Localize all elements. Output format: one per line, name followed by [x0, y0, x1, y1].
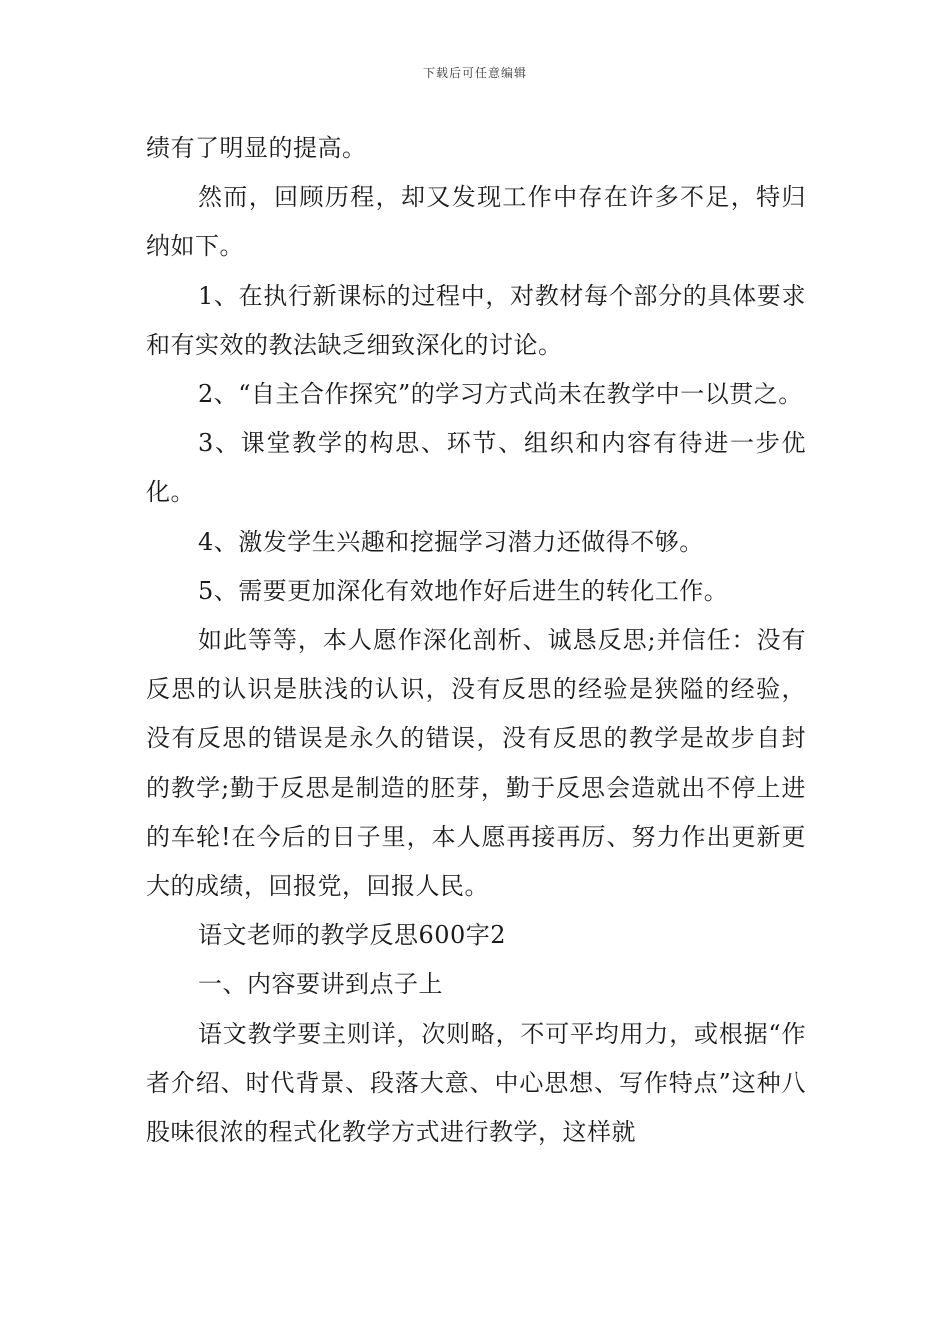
paragraph: 1、在执行新课标的过程中，对教材每个部分的具体要求和有实效的教法缺乏细致深化的讨论。: [146, 281, 806, 359]
paragraph: 如此等等，本人愿作深化剖析、诚恳反思;并信任：没有反思的认识是肤浅的认识，没有反思的经验是狭隘的经验，没有反思的错误是永久的错误，没有反思的教学是故步自封的教学;勤于反思是制造的胚芽，勤于反思会造就出不停上进的车轮!在今后的日子里，本人愿再接再厉、努力作出更新更大的成绩，回报党，回报人民。: [146, 626, 806, 901]
paragraph: 3、课堂教学的构思、环节、组织和内容有待进一步优化。: [146, 429, 806, 507]
paragraph: 2、“自主合作探究”的学习方式尚未在教学中一以贯之。: [198, 380, 803, 409]
document-body: [146, 124, 806, 1157]
page-header: 下载后可任意编辑: [422, 66, 527, 80]
paragraph: 5、需要更加深化有效地作好后进生的转化工作。: [198, 576, 729, 605]
paragraph: 4、激发学生兴趣和挖掘学习潜力还做得不够。: [198, 527, 704, 556]
paragraph: 语文教学要主则详，次则略，不可平均用力，或根据“作者介绍、时代背景、段落大意、中心思想、写作特点”这种八股味很浓的程式化教学方式进行教学，这样就: [146, 1019, 806, 1147]
section-title: 语文老师的教学反思600字2: [198, 921, 507, 950]
paragraph: 绩有了明显的提高。: [146, 134, 367, 162]
paragraph: 然而，回顾历程，却又发现工作中存在许多不足，特归纳如下。: [146, 183, 806, 261]
subsection-heading: 一、内容要讲到点子上: [198, 970, 443, 999]
